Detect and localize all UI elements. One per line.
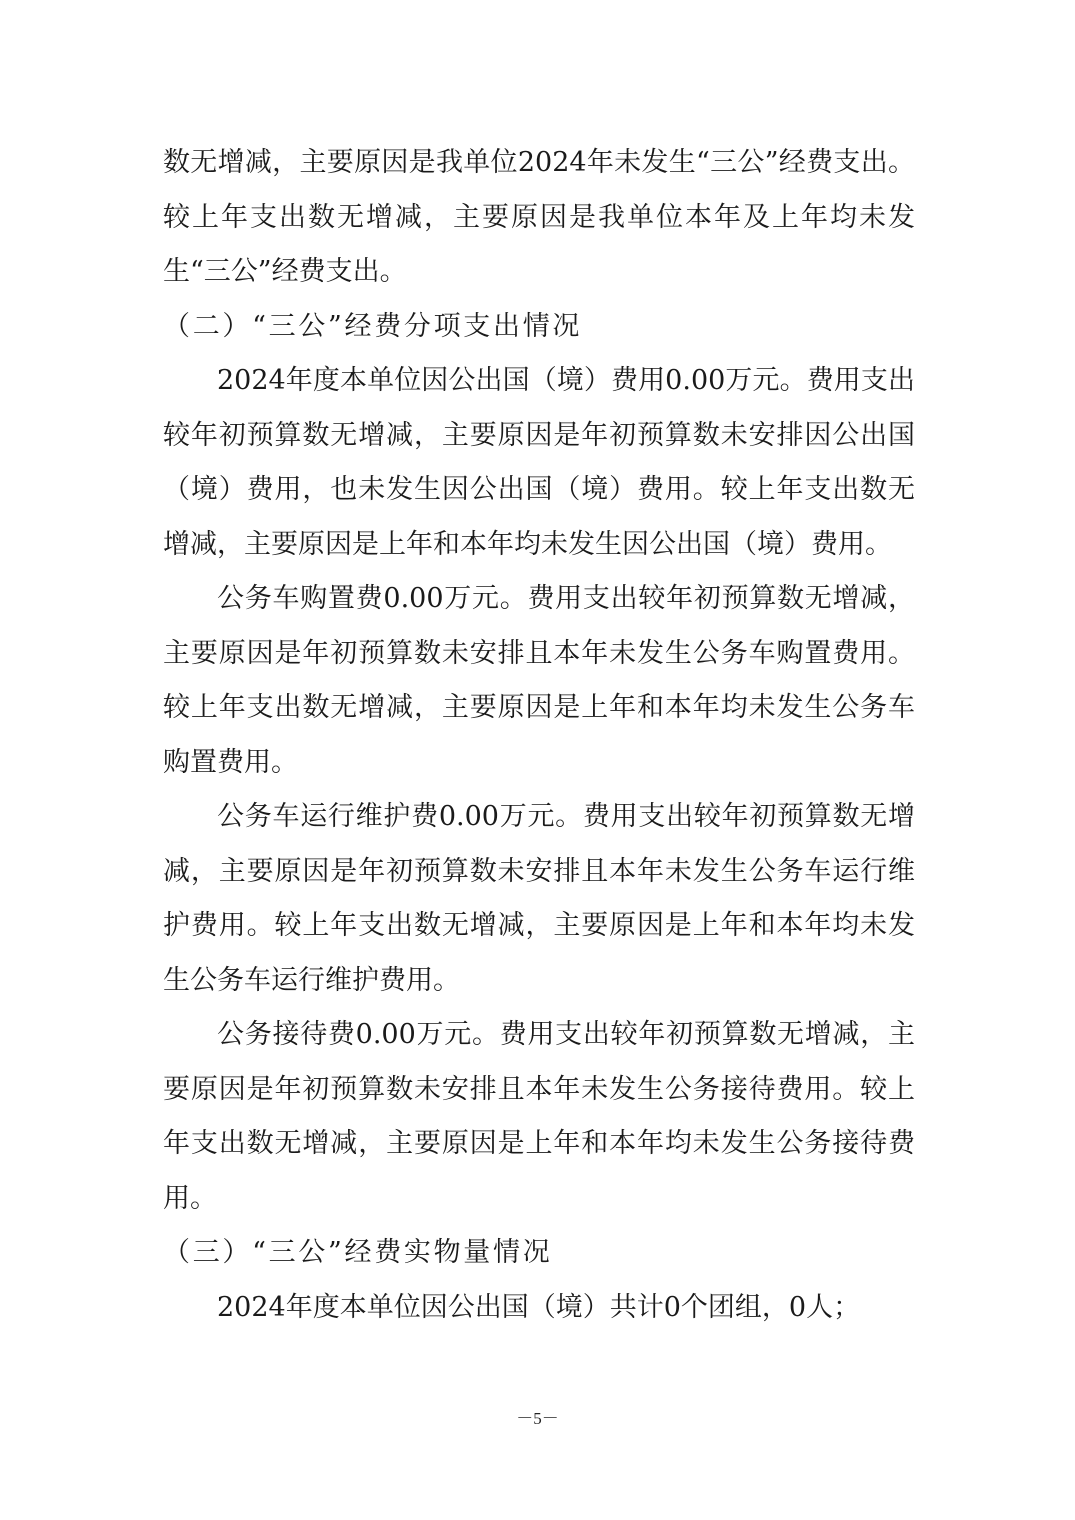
paragraph-continuation: 数无增减，主要原因是我单位2024年未发生“三公”经费支出。较上年支出数无增减，主要原因是我单位本年及上年均未发生“三公”经费支出。 (163, 147, 915, 287)
paragraph-vehicle-maintenance: 公务车运行维护费0.00万元。费用支出较年初预算数无增减，主要原因是年初预算数未安排且本年未发生公务车运行维护费用。较上年支出数无增减，主要原因是上年和本年均未发生公务车运行维护费用。 (163, 801, 915, 996)
paragraph-overseas-travel: 2024年度本单位因公出国（境）费用0.00万元。费用支出较年初预算数无增减，主要原因是年初预算数未安排因公出国（境）费用，也未发生因公出国（境）费用。较上年支出数无增减，主要原因是上年和本年均未发生因公出国（境）费用。 (163, 365, 915, 560)
paragraph-reception: 公务接待费0.00万元。费用支出较年初预算数无增减，主要原因是年初预算数未安排且本年未发生公务接待费用。较上年支出数无增减，主要原因是上年和本年均未发生公务接待费用。 (163, 1019, 915, 1214)
paragraph-vehicle-purchase: 公务车购置费0.00万元。费用支出较年初预算数无增减，主要原因是年初预算数未安排且本年未发生公务车购置费用。较上年支出数无增减，主要原因是上年和本年均未发生公务车购置费用。 (163, 583, 915, 778)
paragraph-physical-quantity: 2024年度本单位因公出国（境）共计0个团组，0人； (217, 1291, 861, 1323)
document-body (163, 136, 915, 1335)
section-heading-2: （二）“三公”经费分项支出情况 (163, 310, 583, 342)
section-heading-3: （三）“三公”经费实物量情况 (163, 1237, 553, 1268)
page-number: －5－ (516, 1409, 559, 1428)
